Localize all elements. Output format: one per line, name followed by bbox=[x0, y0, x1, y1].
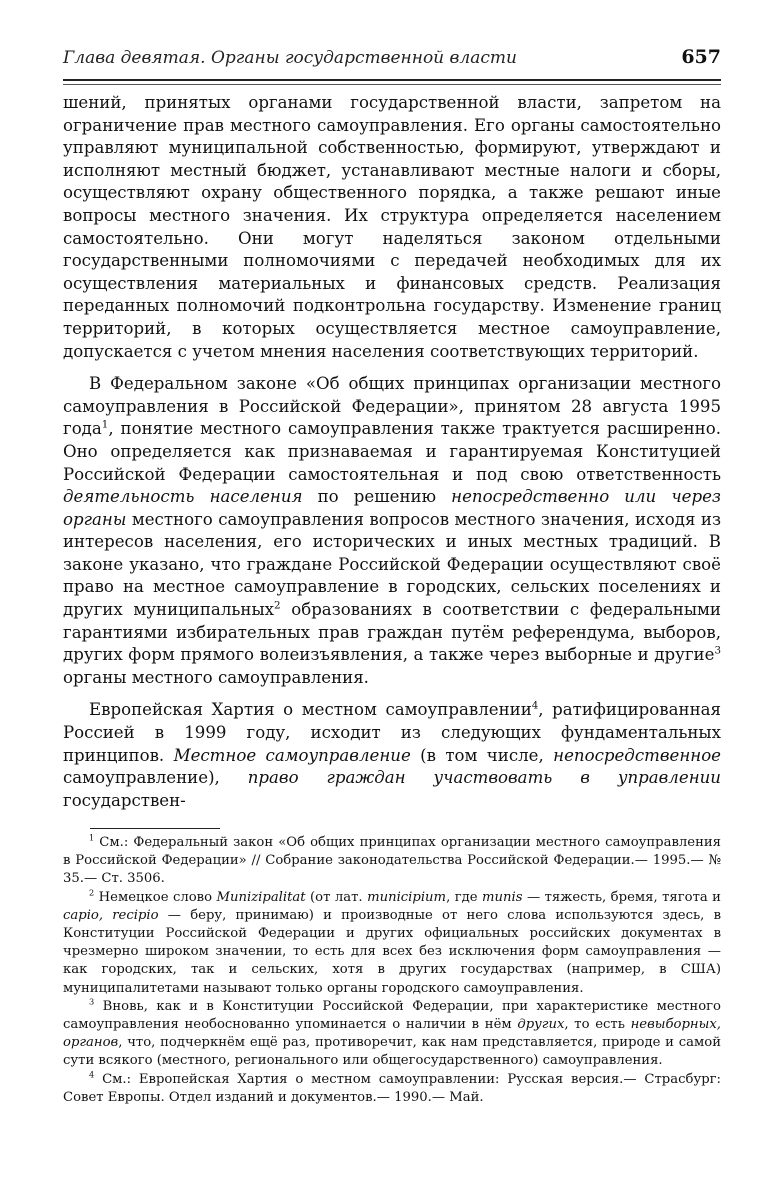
footnote-separator bbox=[90, 828, 220, 829]
footnote-4: $^4$ См.: Европейская Хартия о местном самоуправлении: Русская версия.— Страсбург: Совет Европы. Отдел изданий и документов.— 1990.— Май. bbox=[63, 1069, 721, 1105]
footnote-3: $^3$ Вновь, как и в Конституции Российской Федерации, при характеристике местного самоуправления необоснованно упоминается о наличии в нём других, то есть невыборных, органов, что, подчеркнём ещё раз, противоречит, как нам представляется, природе и самой сути всякого (местного, регионального или общегосударственного) самоуправления. bbox=[63, 996, 721, 1069]
page-number: 657 bbox=[681, 46, 721, 68]
header-rule bbox=[63, 79, 721, 81]
running-head: Глава девятая. Органы государственной власти bbox=[63, 48, 517, 68]
paragraph-2: В Федеральном законе «Об общих принципах организации местного самоуправления в Российской Федерации», принятом 28 августа 1995 года$^1$, понятие местного самоуправления также трактуется расширенно. Оно определяется как признаваемая и гарантируемая Конституцией Российской Федерации самостоятельная и под свою ответственность деятельность населения по решению непосредственно или через органы местного самоуправления вопросов местного значения, исходя из интересов населения, его исторических и иных местных традиций. В законе указано, что граждане Российской Федерации осуществляют своё право на местное самоуправление в городских, сельских поселениях и других муниципальных$^2$ образованиях в соответствии с федеральными гарантиями избирательных прав граждан путём референдума, выборов, других форм прямого волеизъявления, а также через выборные и другие$^3$ органы местного самоуправления. bbox=[63, 374, 721, 687]
footnote-ref-1[interactable]: 1 bbox=[101, 418, 109, 431]
footnote-ref-4[interactable]: 4 bbox=[531, 699, 539, 712]
footnote-ref-3[interactable]: 3 bbox=[714, 644, 721, 657]
footnote-ref-2[interactable]: 2 bbox=[274, 599, 281, 612]
paragraph-1: шений, принятых органами государственной власти, запретом на ограничение прав местного самоуправления. Его органы самостоятельно управляют муниципальной собственностью, формируют, утверждают и исполняют местный бюджет, устанавливают местные налоги и сборы, осуществляют охрану общественного порядка, а также решают иные вопросы местного значения. Их структура определяется населением самостоятельно. Они могут наделяться законом отдельными государственными полномочиями с передачей необходимых для их осуществления материальных и финансовых средств. Реализация переданных полномочий подконтрольна государству. Изменение границ территорий, в которых осуществляется местное самоуправление, допускается с учетом мнения населения соответствующих территорий. bbox=[63, 93, 721, 361]
footnote-1: $^1$ См.: Федеральный закон «Об общих принципах организации местного самоуправления в Российской Федерации» // Собрание законодательства Российской Федерации.— 1995.— № 35.— Ст. 3506. bbox=[63, 832, 721, 887]
main-text bbox=[63, 92, 721, 822]
paragraph-3: Европейская Хартия о местном самоуправлении$^4$, ратифицированная Россией в 1999 году, исходит из следующих фундаментальных принципов. Местное самоуправление (в том числе, непосредственное самоуправление), право граждан участвовать в управлении государствен- bbox=[63, 699, 721, 810]
footnotes bbox=[63, 834, 721, 1107]
footnote-2: $^2$ Немецкое слово Munizipalitat (от лат. municipium, где munis — тяжесть, бремя, тягота и capio, recipio — беру, принимаю) и производные от него слова используются здесь, в Конституции Российской Федерации и других официальных российских документах в чрезмерно широком значении, то есть для всех без исключения форм самоуправления — как городских, так и сельских, хотя в других государствах (например, в США) муниципалитетами называют только органы городского самоуправления. bbox=[63, 887, 721, 996]
page-header bbox=[63, 44, 721, 74]
header-rule-thin bbox=[63, 84, 721, 85]
